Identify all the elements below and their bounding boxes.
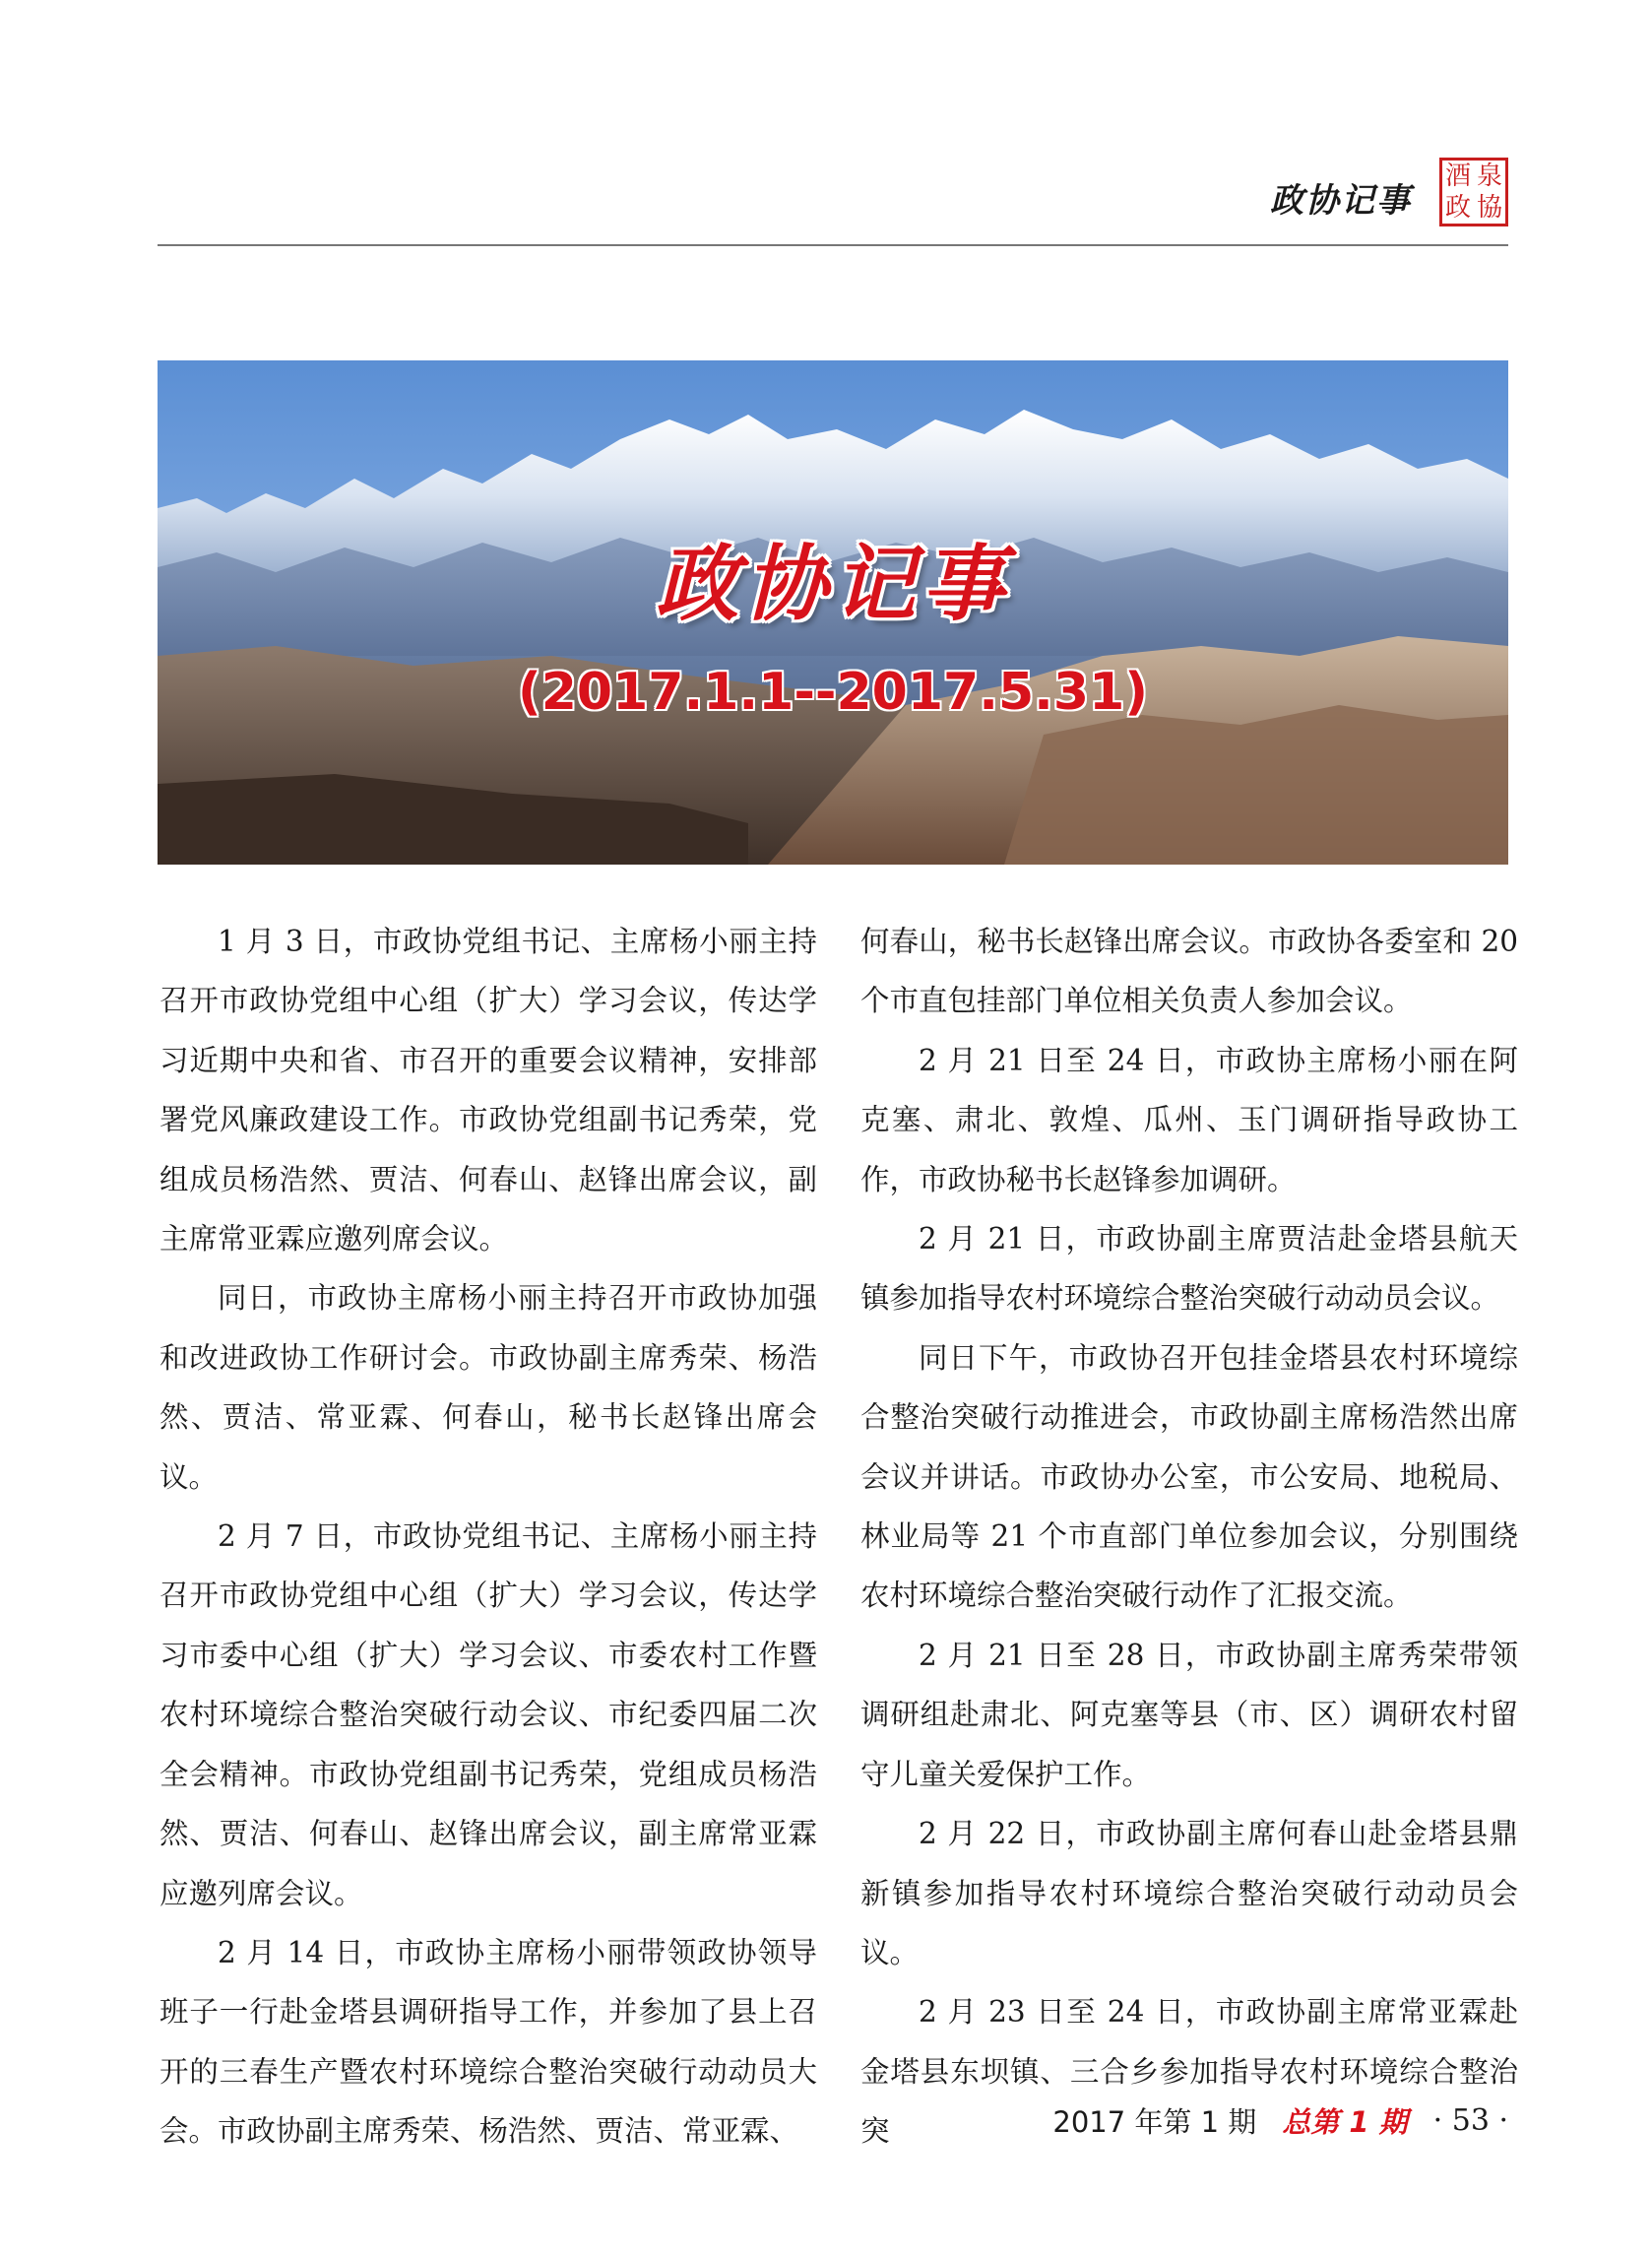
paragraph: 同日，市政协主席杨小丽主持召开市政协加强和改进政协工作研讨会。市政协副主席秀荣、杨浩然、贾洁、常亚霖、何春山，秘书长赵锋出席会议。 bbox=[159, 1281, 817, 1494]
banner-date-range: (2017.1.1--2017.5.31) bbox=[517, 663, 1149, 722]
banner-title: 政协记事 bbox=[655, 536, 1010, 632]
seal-char: 泉 bbox=[1476, 161, 1502, 191]
paragraph: 2 月 23 日至 24 日，市政协副主席常亚霖赴金塔县东坝镇、三合乡参加指导农村环境综合整治突 bbox=[860, 1995, 1518, 2149]
section-title: 政协记事 bbox=[1270, 181, 1412, 221]
page-header bbox=[158, 148, 1508, 246]
paragraph: 2 月 7 日，市政协党组书记、主席杨小丽主持召开市政协党组中心组（扩大）学习会议，传达学习市委中心组（扩大）学习会议、市委农村工作暨农村环境综合整治突破行动会议、市纪委四届二次全会精神。市政协党组副书记秀荣，党组成员杨浩然、贾洁、何春山、赵锋出席会议，副主席常亚霖应邀列席会议。 bbox=[159, 1519, 817, 1910]
banner bbox=[158, 360, 1508, 865]
seal-char: 協 bbox=[1476, 193, 1502, 223]
paragraph: 同日下午，市政协召开包挂金塔县农村环境综合整治突破行动推进会，市政协副主席杨浩然出席会议并讲话。市政协办公室，市公安局、地税局、林业局等 21 个市直部门单位参加会议，分别围绕农村环境综合整治突破行动作了汇报交流。 bbox=[860, 1340, 1518, 1613]
header-divider bbox=[158, 244, 1508, 246]
seal-char: 政 bbox=[1444, 193, 1471, 223]
left-column bbox=[159, 912, 817, 2161]
paragraph: 2 月 22 日，市政协副主席何春山赴金塔县鼎新镇参加指导农村环境综合整治突破行动动员会议。 bbox=[860, 1817, 1518, 1969]
page-footer bbox=[1052, 2096, 1508, 2145]
total-issue-label: 总第 1 期 bbox=[1282, 2104, 1408, 2139]
right-column bbox=[860, 912, 1518, 2161]
issue-label: 2017 年第 1 期 bbox=[1052, 2104, 1257, 2139]
paragraph: 何春山，秘书长赵锋出席会议。市政协各委室和 20 个市直包挂部门单位相关负责人参加会议。 bbox=[860, 925, 1518, 1018]
seal-char: 酒 bbox=[1444, 161, 1471, 191]
paragraph: 1 月 3 日，市政协党组书记、主席杨小丽主持召开市政协党组中心组（扩大）学习会议，传达学习近期中央和省、市召开的重要会议精神，安排部署党风廉政建设工作。市政协党组副书记秀荣，党组成员杨浩然、贾洁、何春山、赵锋出席会议，副主席常亚霖应邀列席会议。 bbox=[159, 925, 817, 1257]
page-number: · 53 · bbox=[1432, 2102, 1508, 2138]
seal-logo bbox=[1439, 158, 1508, 226]
paragraph: 2 月 21 日，市政协副主席贾洁赴金塔县航天镇参加指导农村环境综合整治突破行动动员会议。 bbox=[860, 1222, 1518, 1316]
paragraph: 2 月 21 日至 24 日，市政协主席杨小丽在阿克塞、肃北、敦煌、瓜州、玉门调研指导政协工作，市政协秘书长赵锋参加调研。 bbox=[860, 1043, 1518, 1196]
paragraph: 2 月 14 日，市政协主席杨小丽带领政协领导班子一行赴金塔县调研指导工作，并参加了县上召开的三春生产暨农村环境综合整治突破行动动员大会。市政协副主席秀荣、杨浩然、贾洁、常亚霖、 bbox=[159, 1935, 817, 2149]
paragraph: 2 月 21 日至 28 日，市政协副主席秀荣带领调研组赴肃北、阿克塞等县（市、区）调研农村留守儿童关爱保护工作。 bbox=[860, 1638, 1518, 1791]
